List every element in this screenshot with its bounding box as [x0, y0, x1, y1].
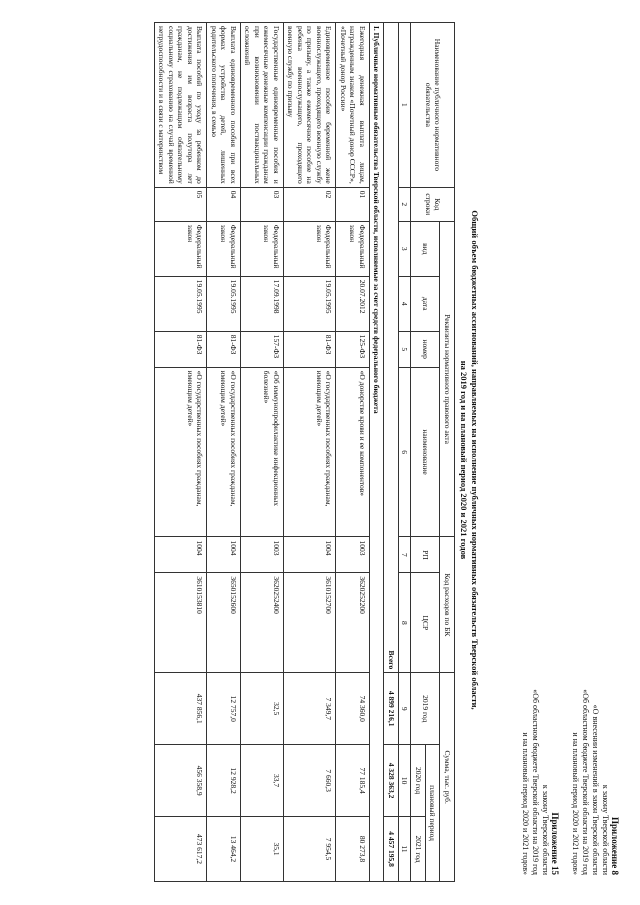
section-row: [370, 23, 385, 882]
appendix-8-line: «Об областном бюджете Тверской области на 2019 год: [581, 689, 590, 875]
col-header-rp: РП: [411, 537, 440, 573]
total-label: Всего: [384, 23, 399, 673]
appendix-8-line: «О внесении изменений в закон Тверской области: [591, 704, 600, 875]
row-number: 125-ФЗ: [336, 331, 370, 367]
appendix-8-line: и на плановый период 2020 и 2021 годов»: [571, 732, 580, 875]
row-rp: 1003: [241, 537, 284, 573]
column-number: 9: [399, 673, 412, 745]
column-number: 2: [399, 187, 412, 221]
column-number: 4: [399, 276, 412, 331]
row-2019: 7 349,7: [284, 673, 337, 745]
column-number: 5: [399, 331, 412, 367]
appendix-15-line: «Об областном бюджете Тверской области на 2019 год: [531, 689, 540, 875]
row-number: 157-ФЗ: [241, 331, 284, 367]
row-code: 04: [207, 187, 241, 221]
total-2020: 4 328 363,2: [384, 745, 399, 817]
row-name: Единовременное пособие беременной жене военнослужащего, проходящего военную службу по призыву, а также ежемесячное пособие на ребенка военнослужащего, проходящего военную службу по призыву: [284, 23, 337, 188]
row-number: 81-ФЗ: [155, 331, 208, 367]
col-header-budget-code: Код расходов по БК: [440, 537, 455, 673]
row-date: 20.07.2012: [336, 276, 370, 331]
column-number: 6: [399, 367, 412, 537]
column-number: 10: [399, 745, 412, 817]
row-kind: Федеральный закон: [284, 221, 337, 276]
col-header-date: дата: [411, 276, 440, 331]
row-date: 19.05.1995: [284, 276, 337, 331]
row-2020: 12 928,2: [207, 745, 241, 817]
col-header-planned: плановый период: [426, 745, 441, 882]
header-row: [440, 23, 455, 882]
table-row: [284, 23, 337, 882]
col-header-2019: 2019 год: [411, 673, 440, 745]
row-date: 19.05.1995: [207, 276, 241, 331]
col-header-amount: Сумма, тыс. руб.: [440, 673, 455, 882]
column-number: 3: [399, 221, 412, 276]
row-code: 05: [155, 187, 208, 221]
column-numbers-row: [399, 23, 412, 882]
row-rp: 1003: [336, 537, 370, 573]
row-code: 02: [284, 187, 337, 221]
row-name: Выплата единовременного пособия при всех формах устройства детей, лишенных родительского попечения, в семью: [207, 23, 241, 188]
row-kind: Федеральный закон: [207, 221, 241, 276]
total-2019: 4 899 216,1: [384, 673, 399, 745]
col-header-name: Наименование публичного нормативного обязательства: [411, 23, 455, 188]
row-2020: 7 660,3: [284, 745, 337, 817]
row-kind: Федеральный закон: [155, 221, 208, 276]
row-2019: 437 856,1: [155, 673, 208, 745]
col-header-legal-act: Реквизиты нормативного правового акта: [440, 221, 455, 537]
total-row: [384, 23, 399, 882]
row-2020: 456 358,9: [155, 745, 208, 817]
row-title: «Об иммунопрофилактике инфекционных болезней»: [241, 367, 284, 537]
row-date: 17.09.1998: [241, 276, 284, 331]
row-name: Государственные единовременные пособия и ежемесячные денежные компенсации гражданам при возникновении поствакцинальных осложнений: [241, 23, 284, 188]
row-2021: 473 617,2: [155, 817, 208, 882]
col-header-2020: 2020 год: [411, 745, 426, 817]
row-title: «О государственных пособиях гражданам, имеющим детей»: [207, 367, 241, 537]
row-csr: 3620252200: [336, 573, 370, 673]
row-name: Выплата пособий по уходу за ребенком до достижения им возраста полутора лет гражданам, не подлежащим обязательному социальному страхованию на случай временной нетрудоспособности и в связи с материнством: [155, 23, 208, 188]
row-2021: 35,1: [241, 817, 284, 882]
col-header-number: номер: [411, 331, 440, 367]
col-header-csr: ЦСР: [411, 573, 440, 673]
row-rp: 1004: [207, 537, 241, 573]
row-2021: 80 273,8: [336, 817, 370, 882]
appendix-8-line: к закону Тверской области: [601, 784, 610, 875]
row-code: 01: [336, 187, 370, 221]
column-number: 7: [399, 537, 412, 573]
row-2021: 13 464,2: [207, 817, 241, 882]
column-number: 1: [399, 23, 412, 188]
row-2019: 12 757,0: [207, 673, 241, 745]
row-kind: Федеральный закон: [241, 221, 284, 276]
appendix-15-line: и на плановый период 2020 и 2021 годов»: [521, 732, 530, 875]
row-2020: 33,7: [241, 745, 284, 817]
column-number: 11: [399, 817, 412, 882]
document-title-line1: Общий объем бюджетных ассигнований, направляемых на исполнение публичных нормативных обязательств Тверской области,: [470, 210, 480, 710]
row-number: 81-ФЗ: [284, 331, 337, 367]
table-row: [155, 23, 208, 882]
section-title: I. Публичные нормативные обязательства Тверской области, исполняемые за счет средств федерального бюджета: [370, 23, 385, 882]
total-2021: 4 457 195,8: [384, 817, 399, 882]
row-csr: 3620252400: [241, 573, 284, 673]
row-csr: 3610153810: [155, 573, 208, 673]
col-header-title: наименование: [411, 367, 440, 537]
row-csr: 3610152700: [284, 573, 337, 673]
document-title-line2: на 2019 год и на плановый период 2020 и 2021 годов: [459, 360, 469, 560]
row-code: 03: [241, 187, 284, 221]
row-date: 19.05.1995: [155, 276, 208, 331]
table-row: [207, 23, 241, 882]
row-2019: 32,5: [241, 673, 284, 745]
appendix-8-title: Приложение 8: [610, 816, 620, 875]
row-csr: 3650152600: [207, 573, 241, 673]
row-name: Ежегодная денежная выплата лицам, награжденным знаком «Почетный донор СССР», «Почетный донор России»: [336, 23, 370, 188]
row-kind: Федеральный закон: [336, 221, 370, 276]
row-title: «О государственных пособиях гражданам, имеющим детей»: [284, 367, 337, 537]
row-title: «О государственных пособиях гражданам, имеющим детей»: [155, 367, 208, 537]
table-row: [241, 23, 284, 882]
appendix-15-title: Приложение 15: [550, 812, 560, 875]
document-title: [458, 190, 480, 730]
col-header-2021: 2021 год: [411, 817, 426, 882]
row-title: «О донорстве крови и ее компонентов»: [336, 367, 370, 537]
appendix-15-line: к закону Тверской области: [541, 784, 550, 875]
obligations-table: [154, 22, 455, 882]
row-rp: 1004: [155, 537, 208, 573]
row-number: 81-ФЗ: [207, 331, 241, 367]
row-2019: 74 360,0: [336, 673, 370, 745]
column-number: 8: [399, 573, 412, 673]
appendix-8-header: [570, 689, 620, 875]
table-row: [336, 23, 370, 882]
row-2020: 77 185,4: [336, 745, 370, 817]
col-header-code: Код строки: [411, 187, 455, 221]
row-rp: 1004: [284, 537, 337, 573]
col-header-kind: вид: [411, 221, 440, 276]
appendix-15-header: [520, 689, 560, 875]
row-2021: 7 954,5: [284, 817, 337, 882]
